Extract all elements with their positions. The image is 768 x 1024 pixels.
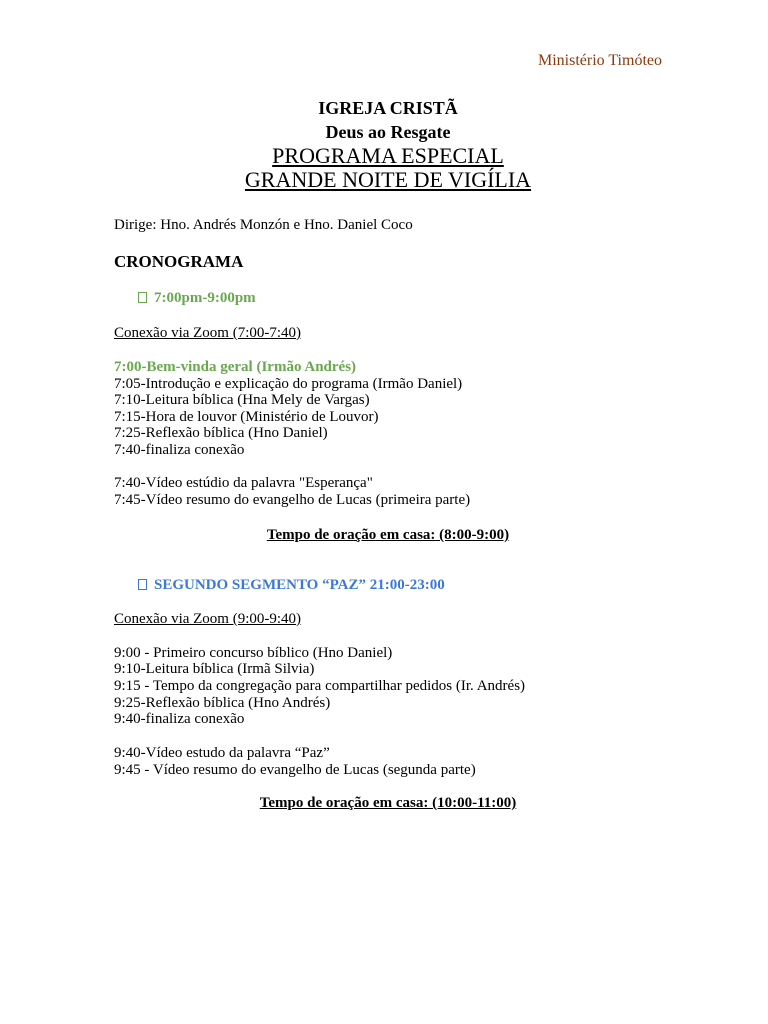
segment1-heading [138,290,256,307]
program-title: PROGRAMA ESPECIAL [272,143,504,168]
video-item: 9:45 - Vídeo resumo do evangelho de Lucas (segunda parte) [114,762,476,778]
segment1-heading-text: 7:00pm-9:00pm [154,290,256,306]
segment2-heading [138,577,445,594]
list-item: 7:10-Leitura bíblica (Hna Mely de Vargas) [114,392,370,408]
list-item: 9:15 - Tempo da congregação para compartilhar pedidos (Ir. Andrés) [114,678,526,694]
list-item: 9:25-Reflexão bíblica (Hno Andrés) [114,695,331,711]
list-item: 7:05-Introdução e explicação do programa (Irmão Daniel) [114,376,463,392]
church-name: IGREJA CRISTÃ [318,98,458,118]
segment1-zoom: Conexão via Zoom (7:00-7:40) [114,325,302,341]
segment1-prayer-time: Tempo de oração em casa: (8:00-9:00) [266,527,510,543]
segment2-prayer-time: Tempo de oração em casa: (10:00-11:00) [259,795,517,811]
segment2-heading-text: SEGUNDO SEGMENTO “PAZ” 21:00-23:00 [154,577,445,593]
list-item: 9:40-finaliza conexão [114,711,245,727]
video-item: 7:45-Vídeo resumo do evangelho de Lucas (primeira parte) [114,492,471,508]
segment1-welcome: 7:00-Bem-vinda geral (Irmão Andrés) [114,359,357,375]
list-item: 7:25-Reflexão bíblica (Hno Daniel) [114,425,328,441]
checkbox-icon [138,579,147,590]
video-item: 7:40-Vídeo estúdio da palavra "Esperança" [114,475,373,491]
directed-by: Dirige: Hno. Andrés Monzón e Hno. Daniel Coco [114,217,413,233]
schedule-heading: CRONOGRAMA [114,252,244,271]
program-subtitle: GRANDE NOITE DE VIGÍLIA [244,167,532,192]
list-item: 9:10-Leitura bíblica (Irmã Silvia) [114,661,315,677]
church-subtitle: Deus ao Resgate [325,122,451,142]
ministry-header: Ministério Timóteo [537,52,662,69]
checkbox-icon [138,292,147,303]
video-item: 9:40-Vídeo estudo da palavra “Paz” [114,745,330,761]
segment2-zoom: Conexão via Zoom (9:00-9:40) [114,611,302,627]
list-item: 7:40-finaliza conexão [114,442,245,458]
list-item: 7:15-Hora de louvor (Ministério de Louvor) [114,409,379,425]
list-item: 9:00 - Primeiro concurso bíblico (Hno Daniel) [114,645,393,661]
